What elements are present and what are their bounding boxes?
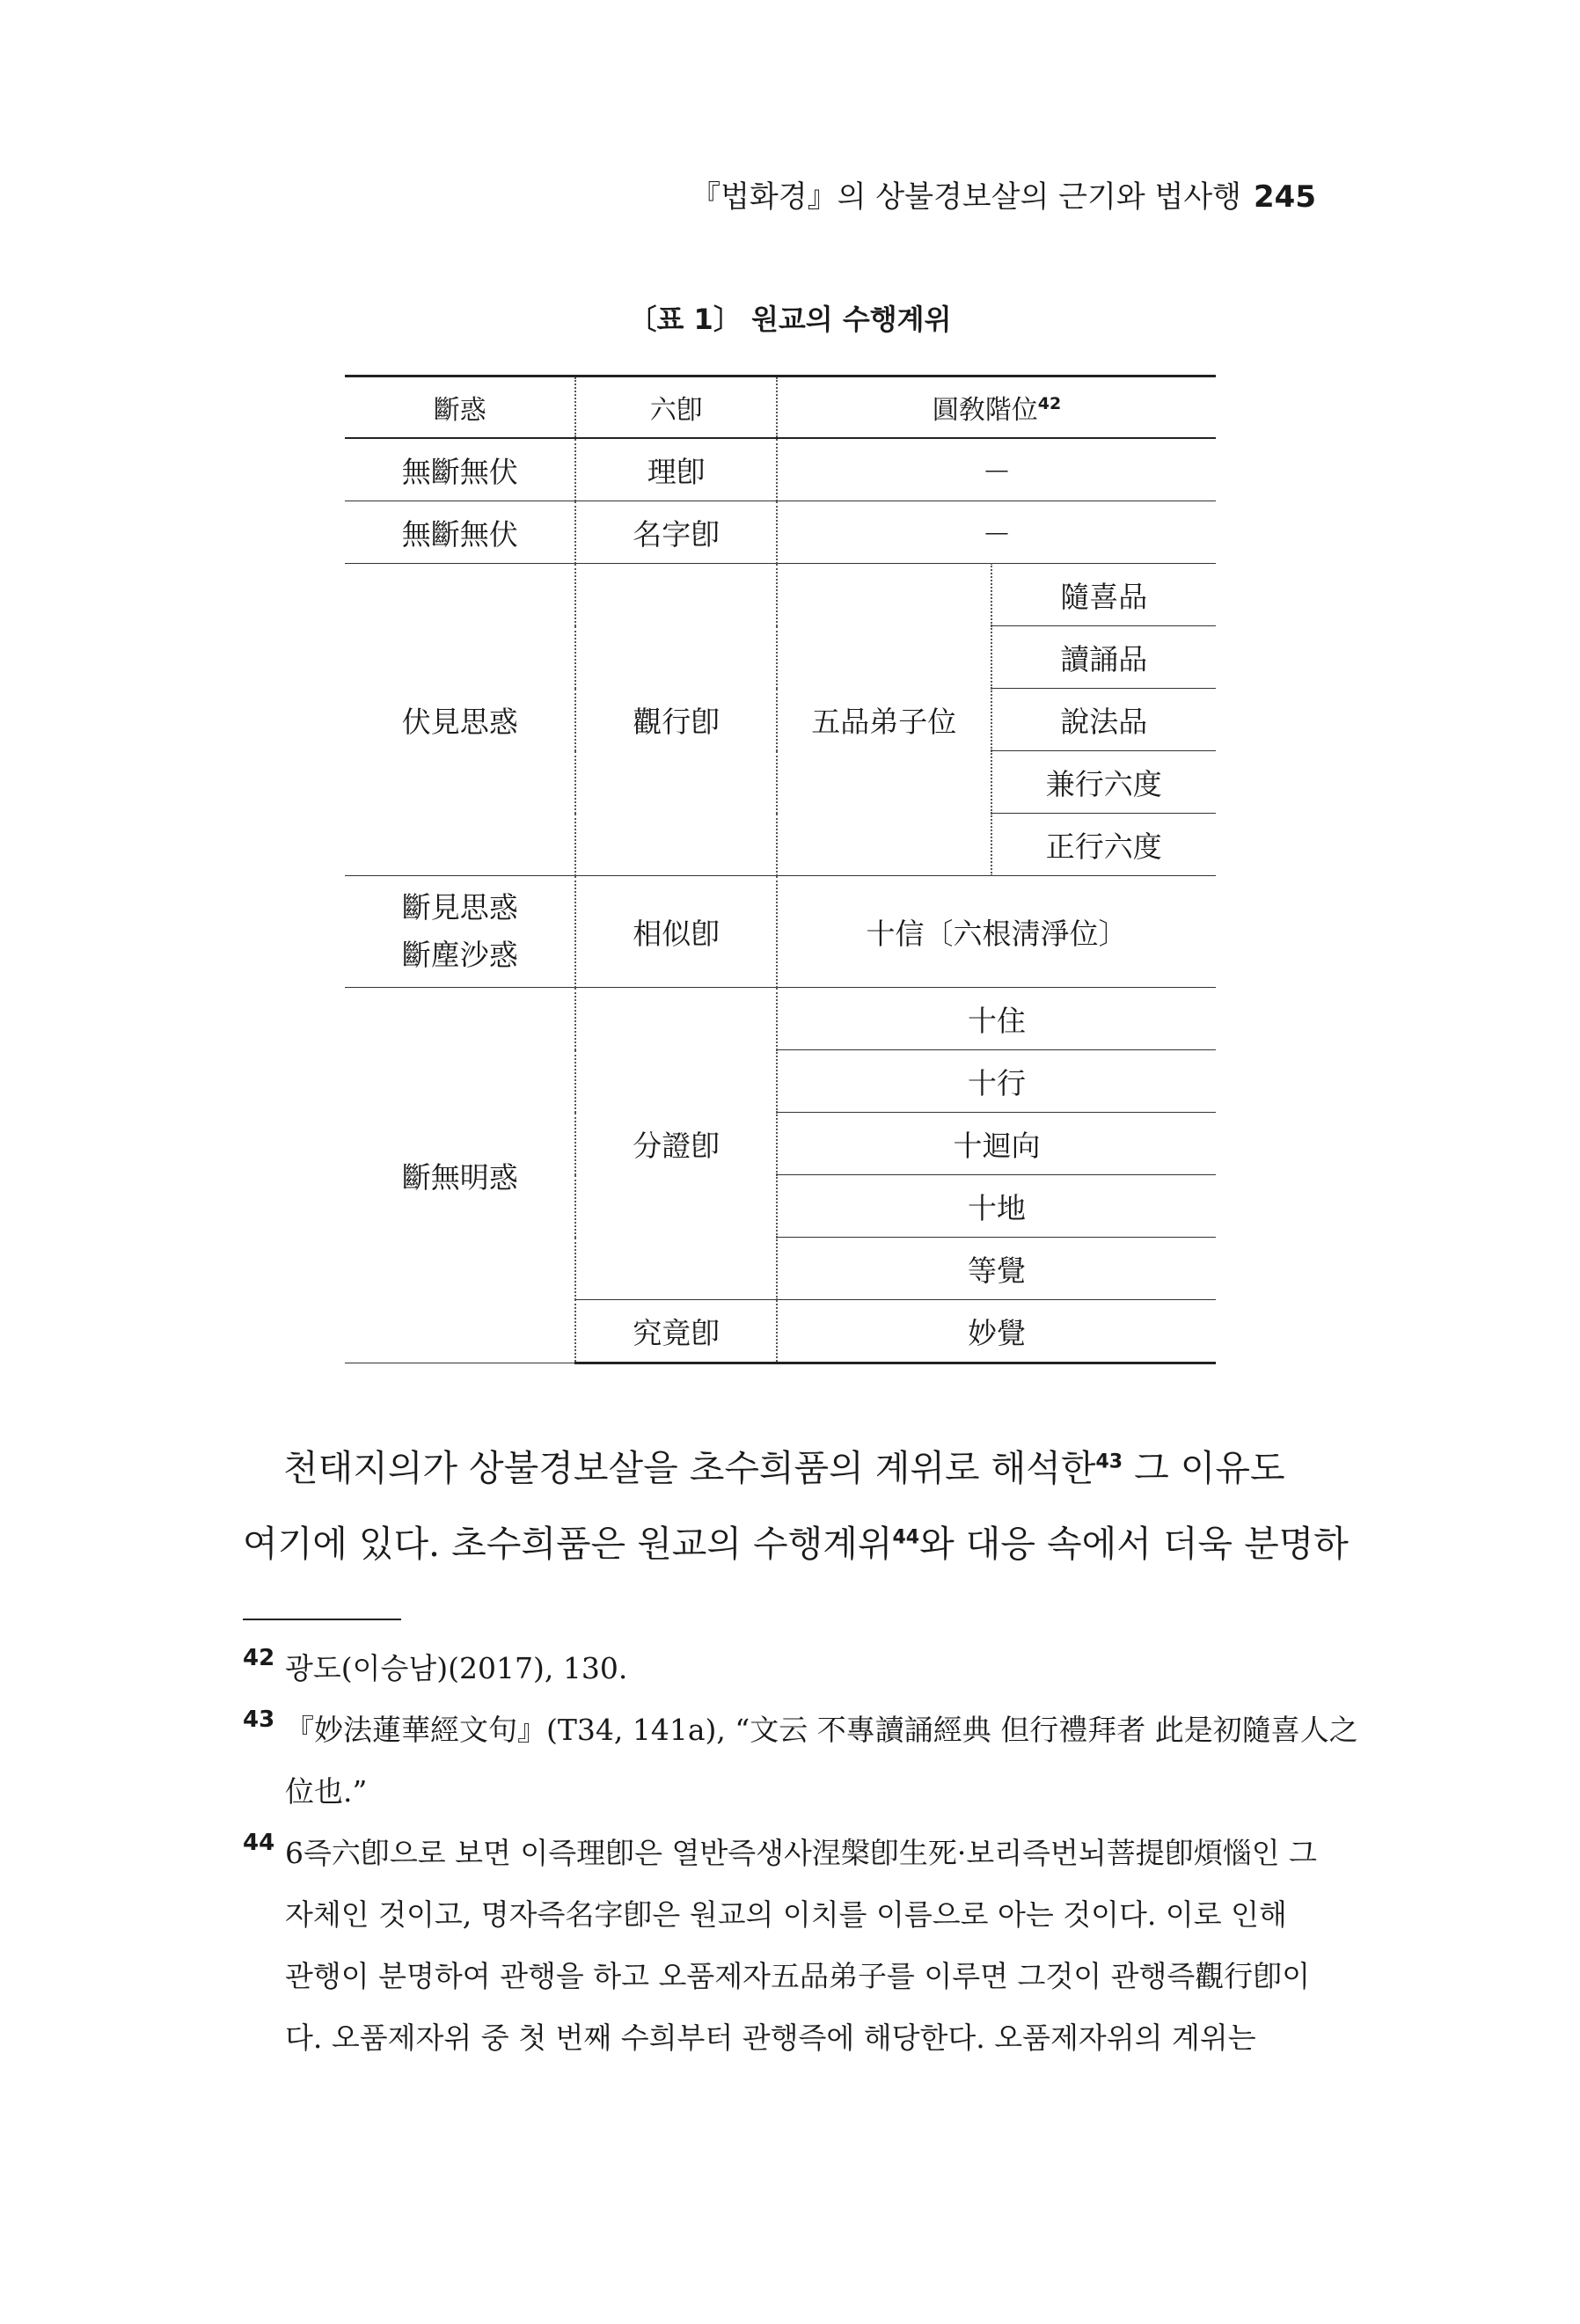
cell-liuji: 究竟卽 [575, 1300, 777, 1363]
footnote-ref-42: 42 [1037, 394, 1062, 413]
footnote-text: 관행이 분명하여 관행을 하고 오품제자五品弟子를 이루면 그것이 관행즉觀行卽이 [285, 1959, 1311, 1993]
cell-stage: 十地 [777, 1175, 1216, 1238]
footnote-43 [243, 1699, 1358, 1823]
cell-stage: 妙覺 [777, 1300, 1216, 1363]
body-paragraph-line [243, 1439, 1318, 1491]
cell-duanhuo-line: 斷塵沙惑 [401, 938, 518, 972]
footnote-44 [243, 1823, 1318, 2069]
cell-liuji: 名字卽 [575, 501, 777, 564]
footnote-divider [243, 1619, 401, 1620]
header-cell-liuji: 六卽 [575, 376, 777, 439]
cell-stage: 十行 [777, 1050, 1216, 1113]
body-text: 천태지의가 상불경보살을 초수희품의 계위로 해석한 [283, 1447, 1096, 1489]
table-header-row [345, 376, 1216, 439]
cell-duanhuo: 無斷無伏 [345, 438, 575, 501]
body-text: 와 대응 속에서 더욱 분명하 [919, 1523, 1349, 1565]
cell-duanhuo: 斷無明惑 [345, 988, 575, 1363]
table-row [345, 501, 1216, 564]
cell-duanhuo [345, 876, 575, 988]
footnote-ref-44: 44 [892, 1526, 920, 1549]
header-cell-yuanjiao [777, 376, 1216, 439]
table-caption: 〔표 1〕 원교의 수행계위 [628, 303, 952, 336]
cell-stage: 十迴向 [777, 1113, 1216, 1175]
footnote-text: 位也.” [285, 1774, 368, 1809]
footnote-number: 44 [243, 1830, 275, 1856]
header-cell-duanhuo: 斷惑 [345, 376, 575, 439]
running-title: 『법화경』의 상불경보살의 근기와 법사행 [691, 179, 1242, 215]
cell-substage: 隨喜品 [991, 564, 1216, 626]
cell-liuji: 分證卽 [575, 988, 777, 1300]
practice-stages-table [345, 375, 1216, 1364]
cell-duanhuo-line: 斷見思惑 [401, 890, 518, 924]
footnote-number: 42 [243, 1645, 275, 1671]
header-yuanjiao-label: 圓敎階位 [932, 395, 1038, 426]
table-row [345, 876, 1216, 988]
footnote-42 [243, 1638, 1318, 1699]
cell-liuji: 理卽 [575, 438, 777, 501]
cell-substage: 說法品 [991, 689, 1216, 751]
cell-substage: 讀誦品 [991, 626, 1216, 689]
body-text: 여기에 있다. 초수희품은 원교의 수행계위 [243, 1523, 893, 1565]
page-number: 245 [1254, 179, 1316, 215]
cell-substage: 兼行六度 [991, 751, 1216, 814]
footnote-text: 자체인 것이고, 명자즉名字卽은 원교의 이치를 이름으로 아는 것이다. 이로 인해 [285, 1897, 1287, 1932]
cell-stage: 十信〔六根淸淨位〕 [777, 876, 1216, 988]
footnote-text: 다. 오품제자위 중 첫 번째 수희부터 관행즉에 해당한다. 오품제자위의 계위는 [285, 2021, 1256, 2055]
table-row [345, 988, 1216, 1050]
table-row [345, 564, 1216, 626]
cell-duanhuo: 伏見思惑 [345, 564, 575, 876]
running-header [691, 172, 1316, 216]
cell-liuji: 相似卽 [575, 876, 777, 988]
body-text: 그 이유도 [1123, 1447, 1285, 1489]
cell-stage: 等覺 [777, 1238, 1216, 1300]
body-paragraph-line [243, 1515, 1349, 1567]
footnote-number: 43 [243, 1706, 275, 1733]
footnote-ref-43: 43 [1095, 1451, 1123, 1473]
cell-stage: － [777, 501, 1216, 564]
footnote-text: 『妙法蓮華經文句』(T34, 141a), “文云 不專讀誦經典 但行禮拜者 此是初隨喜人之 [285, 1713, 1358, 1747]
footnote-text: 6즉六卽으로 보면 이즉理卽은 열반즉생사涅槃卽生死·보리즉번뇌菩提卽煩惱인 그 [285, 1836, 1318, 1870]
cell-stage: 十住 [777, 988, 1216, 1050]
cell-stage: 五品弟子位 [777, 564, 991, 876]
cell-stage: － [777, 438, 1216, 501]
cell-liuji: 觀行卽 [575, 564, 777, 876]
footnote-text: 광도(이승남)(2017), 130. [285, 1651, 628, 1685]
cell-duanhuo: 無斷無伏 [345, 501, 575, 564]
cell-substage: 正行六度 [991, 814, 1216, 876]
table-row [345, 438, 1216, 501]
